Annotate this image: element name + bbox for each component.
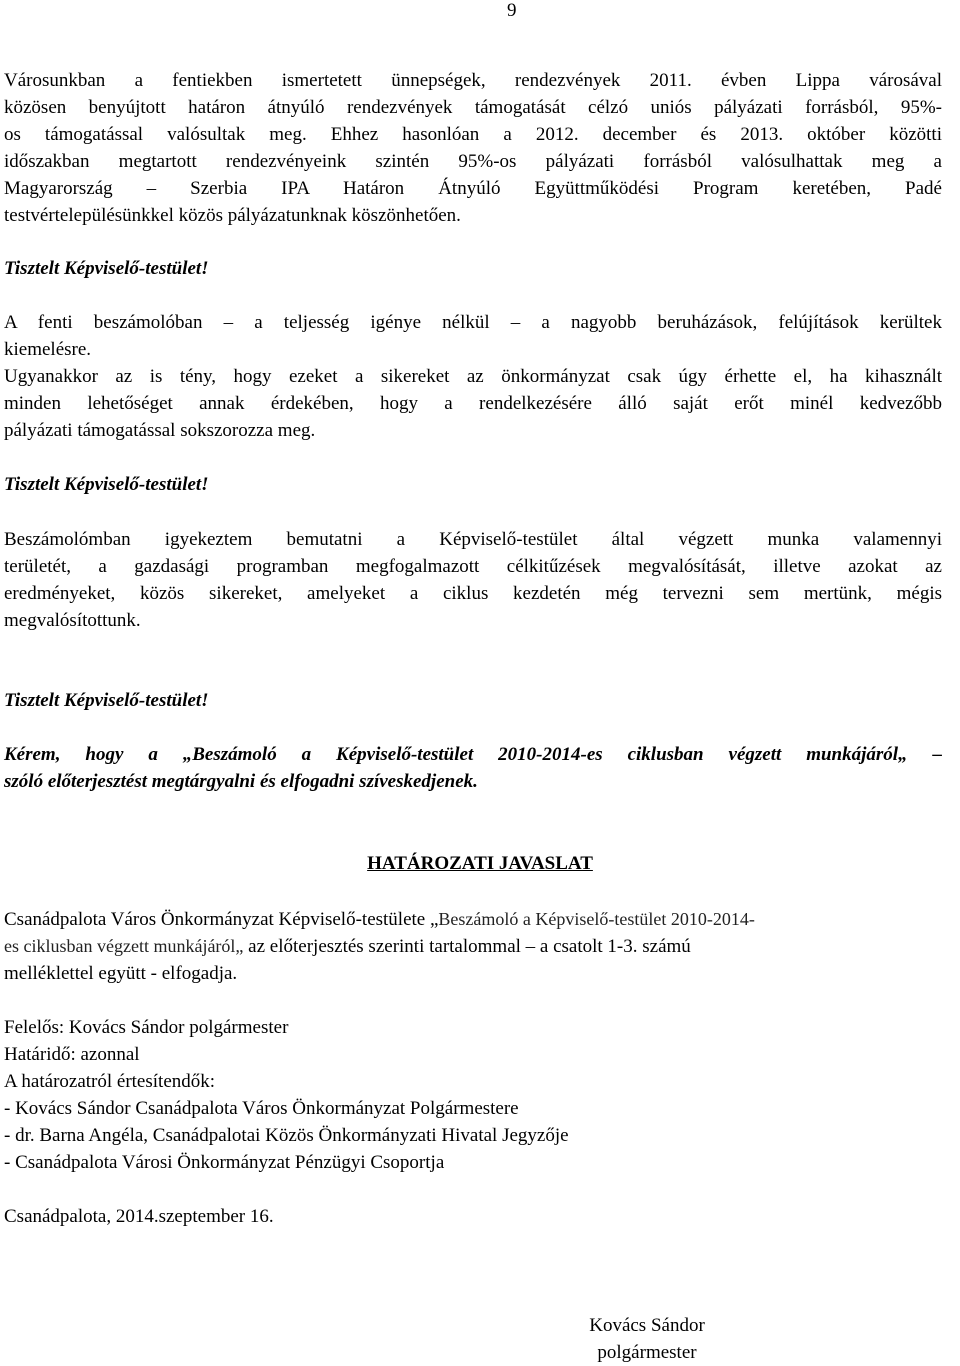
text-line: os támogatással valósultak meg. Ehhez hasonlóan a 2012. december és 2013. október közötti — [4, 124, 942, 145]
signer-title: polgármester — [597, 1342, 697, 1363]
text-line: területét, a gazdasági programban megfogalmazott célkitűzések megvalósítását, illetve azokat az — [4, 556, 942, 577]
signature-block — [575, 1312, 719, 1366]
notify-heading: A határozatról értesítendők: — [4, 1071, 216, 1092]
salutation: Tisztelt Képviselő-testület! — [4, 690, 209, 711]
notify-item: - dr. Barna Angéla, Csanádpalotai Közös Önkormányzati Hivatal Jegyzője — [4, 1125, 569, 1146]
notify-item: - Kovács Sándor Csanádpalota Város Önkormányzat Polgármestere — [4, 1098, 519, 1119]
responsible: Felelős: Kovács Sándor polgármester — [4, 1017, 289, 1038]
notify-item: - Csanádpalota Városi Önkormányzat Pénzügyi Csoportja — [4, 1152, 445, 1173]
resolution-text-a: Csanádpalota Város Önkormányzat Képviselő-testülete „ — [4, 909, 439, 930]
salutation: Tisztelt Képviselő-testület! — [4, 474, 209, 495]
report-title-quote: es ciklusban végzett munkájáról„ — [4, 936, 244, 956]
text-line: testvértelepülésünkkel közös pályázatunknak köszönhetően. — [4, 205, 461, 226]
signer-name: Kovács Sándor — [589, 1315, 705, 1336]
text-line: időszakban megtartott rendezvényeink szintén 95%-os pályázati forrásból valósulhattak meg a — [4, 151, 942, 172]
text-line: Magyarország – Szerbia IPA Határon Átnyúló Együttműködési Program keretében, Padé — [4, 178, 942, 199]
text-line — [4, 906, 942, 933]
text-line: Ugyanakkor az is tény, hogy ezeket a sikereket az önkormányzat csak úgy érhette el, ha kihasznált — [4, 366, 942, 387]
date: Csanádpalota, 2014.szeptember 16. — [4, 1206, 274, 1227]
request-paragraph — [4, 741, 942, 795]
text-line: eredményeket, közös sikereket, amelyeket a ciklus kezdetén még tervezni sem mertünk, mégis — [4, 583, 942, 604]
text-line — [4, 933, 942, 960]
page-number: 9 — [507, 0, 517, 21]
paragraph-grants — [4, 363, 942, 444]
paragraph-report — [4, 526, 942, 634]
paragraph-summary — [4, 309, 942, 363]
text-line: Beszámolómban igyekeztem bemutatni a Képviselő-testület által végzett munka valamennyi — [4, 529, 942, 550]
date-line — [4, 1203, 942, 1230]
resolution-title: HATÁROZATI JAVASLAT — [367, 853, 593, 874]
resolution-text — [4, 906, 942, 987]
text-line: közösen benyújtott határon átnyúló rendezvények támogatását célzó uniós pályázati forrásból, 95%- — [4, 97, 942, 118]
text-line: melléklettel együtt - elfogadja. — [4, 963, 238, 984]
text-line: Városunkban a fentiekben ismertetett ünnepségek, rendezvények 2011. évben Lippa városával — [4, 70, 942, 91]
resolution-details — [4, 1014, 942, 1176]
text-line: minden lehetőséget annak érdekében, hogy a rendelkezésére álló saját erőt minél kedvezőbb — [4, 393, 942, 414]
resolution-text-b: az előterjesztés szerinti tartalommal – a csatolt 1-3. számú — [243, 936, 691, 957]
text-line: pályázati támogatással sokszorozza meg. — [4, 420, 316, 441]
text-line: megvalósítottunk. — [4, 610, 141, 631]
salutation: Tisztelt Képviselő-testület! — [4, 258, 209, 279]
text-line: szóló előterjesztést megtárgyalni és elfogadni szíveskedjenek. — [4, 771, 478, 792]
paragraph-lippa-events — [4, 67, 942, 229]
text-line: Kérem, hogy a „Beszámoló a Képviselő-testület 2010-2014-es ciklusban végzett munkájáról„ – — [4, 744, 942, 765]
text-line: kiemelésre. — [4, 339, 92, 360]
report-title-quote: Beszámoló a Képviselő-testület 2010-2014- — [438, 909, 755, 929]
deadline: Határidő: azonnal — [4, 1044, 140, 1065]
text-line: A fenti beszámolóban – a teljesség igénye nélkül – a nagyobb beruházások, felújítások kerültek — [4, 312, 942, 333]
